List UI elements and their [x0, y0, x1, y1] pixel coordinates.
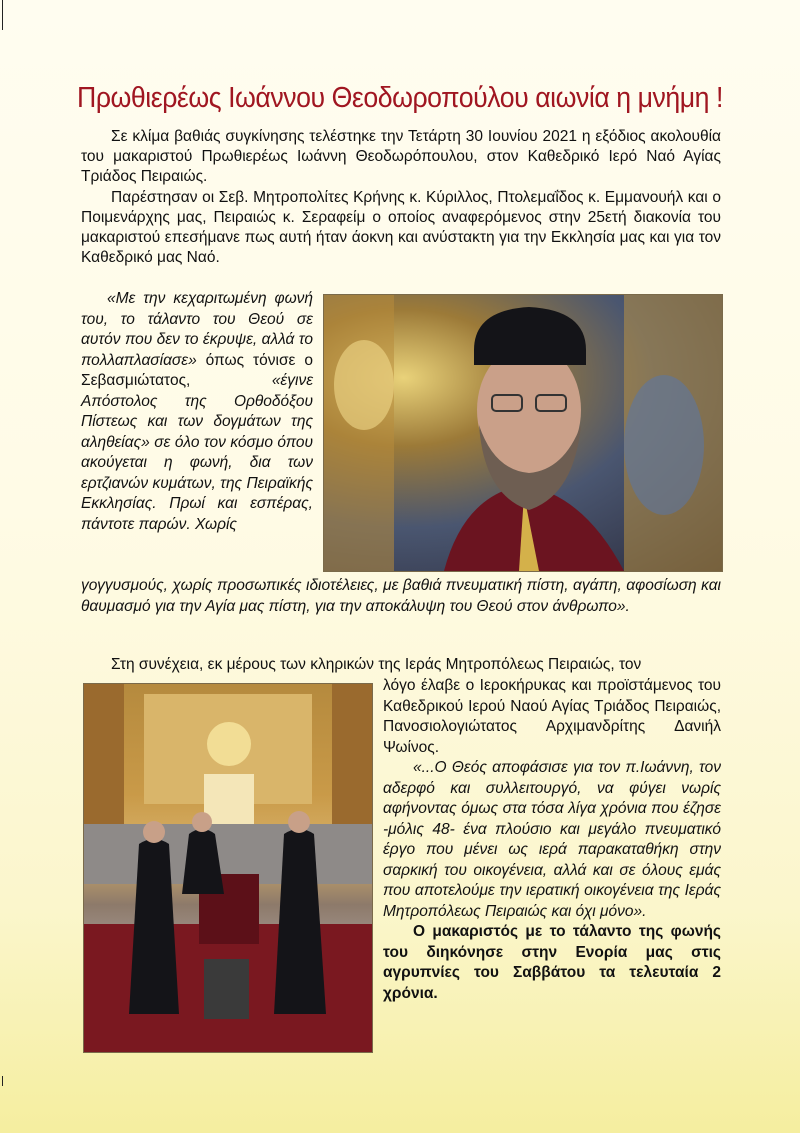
paragraph-speaker-intro	[81, 655, 721, 676]
quote-continuation	[81, 576, 721, 617]
paragraph-speaker: λόγο έλαβε ο Ιεροκήρυκας και προϊστάμενος του Καθεδρικού Ιερού Ναού Αγίας Τριάδος Πειραιώς, Πανοσιολογιώτατος Αρχιμανδρίτης Δανιήλ Ψωίνος.	[383, 677, 721, 756]
quote-attribution: όπως τόνισε ο Σεβασμιώτατος,	[81, 351, 313, 389]
quote-archimandrite: «...Ο Θεός αποφάσισε για τον π.Ιωάννη, τον αδερφό και συλλειτουργό, να φύγει νωρίς αφήνοντας όμως στα τόσα λίγα χρόνια που έζησε -μόλις 48- ένα πλούσιο και μεγάλο πνευματικό έργο που μένει ως ιερά παρακαταθήκη στην σαρκική του οικογένεια, αλλά και σε όλους εμάς που αποτελούμε την ιερατική οικογένεια της Ιεράς Μητροπόλεως Πειραιώς και όχι μόνο».	[383, 759, 721, 920]
closing-paragraph: Ο μακαριστός με το τάλαντο της φωνής του διηκόνησε στην Ενορία μας στις αγρυπνίες του Σαββάτου τα τελευταία 2 χρόνια.	[383, 923, 721, 1002]
portrait-photo	[323, 294, 723, 572]
quote-metropolitan	[81, 289, 313, 535]
paragraph-attendees: Παρέστησαν οι Σεβ. Μητροπολίτες Κρήνης κ. Κύριλλος, Πτολεμαΐδος κ. Εμμανουήλ και ο Ποιμενάρχης μας, Πειραιώς κ. Σεραφείμ ο οποίος αναφερόμενος στην 25ετή διακονία του μακαριστού επεσήμανε πως αυτή ήταν άοκνη και ανύστακτη για την Εκκλησία μας και για τον Καθεδρικό μας Ναό.	[81, 188, 721, 267]
quote-text: «Με την κεχαριτωμένη φωνή του, το τάλαντο του Θεού σε αυτόν που δεν το έκρυψε, αλλά το πολλαπλασίασε»	[81, 290, 313, 369]
church-ceremony-photo	[83, 683, 373, 1053]
intro-paragraphs	[81, 127, 721, 268]
quote-text: γογγυσμούς, χωρίς προσωπικές ιδιοτέλειες, με βαθιά πνευματική πίστη, αγάπη, αφοσίωση και θαυμασμό για την Αγία μας πίστη, για την αποκάλυψη του Θεού στον άνθρωπο».	[81, 577, 721, 615]
quote-text: σε όλο τον κόσμο όπου ακούγεται η φωνή, δια των ερτζιανών κυμάτων, της Πειραϊκής Εκκλησίας. Πρωί και εσπέρας, πάντοτε παρών. Χωρίς	[81, 433, 313, 533]
page-edge-mark	[2, 0, 3, 30]
quote-text: «έγινε Απόστολος της Ορθοδόξου Πίστεως και των δογμάτων της αληθείας»	[81, 372, 313, 451]
speaker-column	[383, 676, 721, 1004]
paragraph-funeral: Σε κλίμα βαθιάς συγκίνησης τελέστηκε την Τετάρτη 30 Ιουνίου 2021 η εξόδιος ακολουθία του μακαριστού Πρωθιερέως Ιωάννη Θεοδωρόπουλου, στον Καθεδρικό Ιερό Ναό Αγίας Τριάδος Πειραιώς.	[81, 128, 721, 186]
article-title: Πρωθιερέως Ιωάννου Θεοδωροπούλου αιωνία η μνήμη !	[77, 82, 723, 114]
page-edge-mark	[2, 1076, 3, 1086]
paragraph-text: Στη συνέχεια, εκ μέρους των κληρικών της Ιεράς Μητροπόλεως Πειραιώς, τον	[111, 656, 642, 673]
